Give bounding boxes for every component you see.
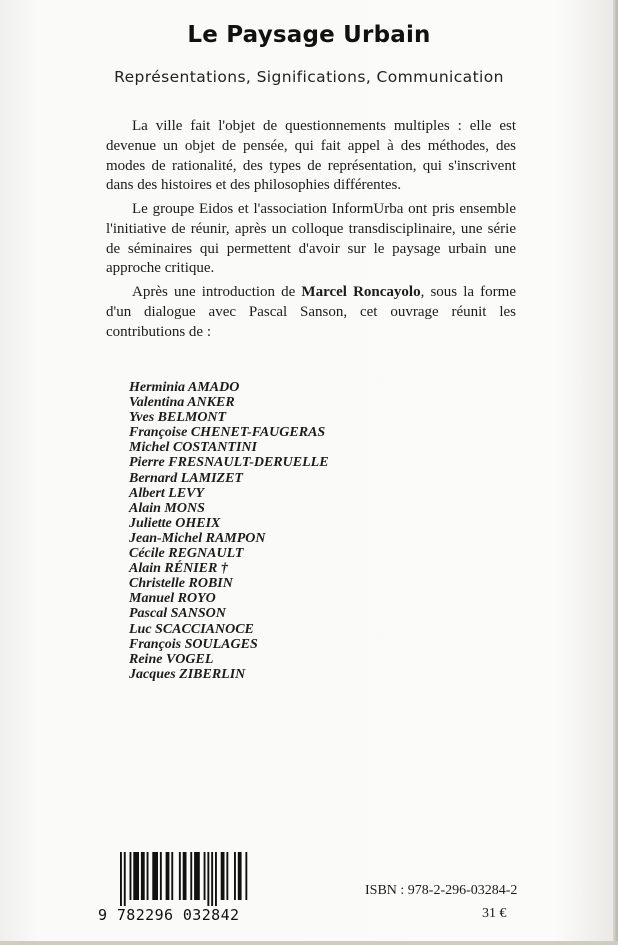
barcode-bar <box>160 852 162 900</box>
contributor-name: Françoise CHENET-FAUGERAS <box>129 425 326 441</box>
barcode-bar <box>234 852 236 900</box>
paragraph-3-start: Après une introduction de <box>132 284 302 300</box>
paragraph-1: La ville fait l'objet de questionnements multiples : elle est devenue un objet de pensée, qui fait appel à des méthodes, des modes de rationalité, des types de représentation, qui s'inscrivent dans des histoires et des philosophies différentes. <box>106 118 516 194</box>
book-subtitle: Représentations, Significations, Communication <box>114 68 504 86</box>
barcode-bar <box>238 852 242 900</box>
book-title: Le Paysage Urbain <box>187 22 431 48</box>
barcode-bar <box>211 852 213 906</box>
contributor-name: Alain RÉNIER † <box>129 561 228 577</box>
contributor-name: Jacques ZIBERLIN <box>129 666 246 682</box>
paragraph-3 <box>106 283 516 342</box>
barcode-bar <box>215 852 217 906</box>
barcode-bar <box>204 852 206 900</box>
introduction-author: Marcel Roncayolo <box>301 284 421 300</box>
barcode-bar <box>166 852 170 900</box>
contributor-name: Luc SCACCIANOCE <box>129 621 254 637</box>
contributor-name: Valentina ANKER <box>129 395 235 411</box>
contributor-name: Albert LEVY <box>129 485 205 501</box>
barcode-bar <box>190 852 192 900</box>
barcode-bar <box>152 852 158 900</box>
barcode-bar <box>194 852 200 900</box>
barcode-bar <box>179 852 181 900</box>
page-edge-right <box>613 0 618 945</box>
barcode <box>98 852 260 924</box>
contributors-list <box>129 380 329 682</box>
paragraph-2: Le groupe Eidos et l'association InformUrba ont pris ensemble l'initiative de réunir, après un colloque transdisciplinaire, une série de séminaires qui permettent d'avoir sur le paysage urbain une approche critique. <box>106 201 516 277</box>
contributor-name: Yves BELMONT <box>129 410 227 426</box>
price: 31 € <box>482 906 507 921</box>
contributor-name: Manuel ROYO <box>129 591 216 607</box>
barcode-bar <box>130 852 132 900</box>
contributor-name: François SOULAGES <box>129 636 258 652</box>
barcode-bar <box>171 852 173 900</box>
barcode-bars <box>118 852 250 906</box>
contributor-name: Christelle ROBIN <box>129 576 233 592</box>
barcode-bar <box>147 852 149 900</box>
paragraph-3-end: , sous la forme d'un dialogue avec Pascal Sanson, cet ouvrage réunit les contributions de : <box>106 284 516 340</box>
contributor-name: Jean-Michel RAMPON <box>129 530 266 546</box>
isbn-number: ISBN : 978-2-296-03284-2 <box>365 883 518 898</box>
page-edge-bottom <box>0 941 618 945</box>
contributor-name: Herminia AMADO <box>129 380 240 395</box>
contributor-name: Pierre FRESNAULT-DERUELLE <box>129 455 329 471</box>
barcode-bar <box>226 852 228 900</box>
barcode-digits: 9 782296 032842 <box>98 906 240 924</box>
barcode-bar <box>120 852 122 906</box>
barcode-bar <box>207 852 209 906</box>
contributor-name: Michel COSTANTINI <box>129 440 257 456</box>
barcode-bar <box>221 852 225 900</box>
barcode-bar <box>183 852 187 900</box>
barcode-bar <box>133 852 139 900</box>
contributor-name: Alain MONS <box>129 500 205 516</box>
barcode-bar <box>245 852 247 900</box>
barcode-bar <box>141 852 145 900</box>
contributor-name: Cécile REGNAULT <box>129 546 244 562</box>
contributor-name: Reine VOGEL <box>129 651 214 667</box>
barcode-bar <box>124 852 126 906</box>
contributor-name: Juliette OHEIX <box>129 515 221 531</box>
contributor-name: Bernard LAMIZET <box>129 470 243 486</box>
contributor-name: Pascal SANSON <box>129 606 226 622</box>
